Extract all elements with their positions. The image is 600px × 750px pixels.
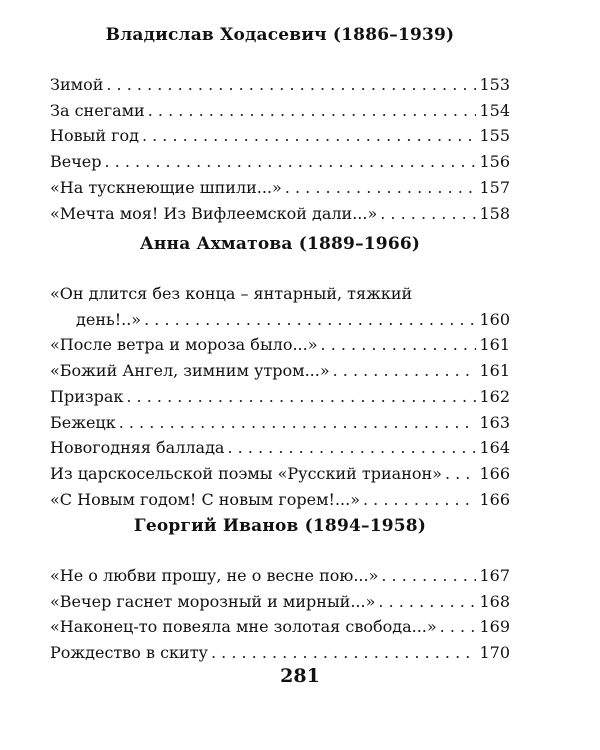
dot-leader — [445, 461, 477, 487]
dot-leader — [333, 358, 477, 384]
entry-title: «Божий Ангел, зимним утром...» — [50, 361, 330, 381]
dot-leader — [381, 563, 476, 589]
entry-title: Зимой — [50, 75, 104, 94]
section-khodasevich — [50, 24, 510, 226]
entry-page: 164 — [479, 438, 510, 458]
entry-page: 156 — [479, 152, 510, 172]
dot-leader — [126, 384, 476, 410]
toc-entry[interactable] — [50, 589, 510, 615]
dot-leader — [142, 123, 477, 149]
entry-page: 166 — [479, 489, 510, 509]
entry-title: Новый год — [50, 126, 139, 146]
entry-page: 155 — [479, 126, 510, 146]
section-heading: Владислав Ходасевич (1886–1939) — [105, 25, 455, 45]
toc-entry[interactable] — [50, 410, 510, 436]
section-akhmatova — [50, 233, 510, 512]
entry-page: 161 — [479, 361, 510, 381]
entry-page: 170 — [479, 643, 510, 663]
entry-page: 161 — [479, 335, 510, 355]
entry-title: Бежецк — [50, 412, 116, 432]
toc-entry[interactable] — [50, 149, 510, 175]
dot-leader — [148, 98, 477, 124]
section-heading: Анна Ахматова (1889–1966) — [139, 234, 421, 254]
entry-title: «Наконец-то повеяла мне золотая свобода...» — [50, 617, 437, 637]
toc-entry[interactable] — [50, 281, 510, 332]
toc-entry[interactable] — [50, 201, 510, 227]
dot-leader — [440, 614, 477, 640]
toc-entry[interactable] — [50, 487, 510, 513]
entry-title: Призрак — [50, 386, 124, 406]
entry-page: 169 — [479, 617, 510, 637]
entry-page: 168 — [479, 591, 510, 611]
dot-leader — [363, 487, 476, 513]
entry-page: 154 — [479, 100, 510, 120]
toc-entry[interactable] — [50, 640, 510, 666]
entry-page: 162 — [479, 386, 510, 406]
entry-title-line1: «Он длится без конца – янтарный, тяжкий — [50, 284, 413, 303]
entry-title: «С Новым годом! С новым горем!...» — [50, 489, 360, 509]
dot-leader — [119, 410, 477, 436]
toc-entry[interactable] — [50, 123, 510, 149]
entry-title: Рождество в скиту — [50, 643, 208, 663]
dot-leader — [380, 201, 476, 227]
toc-entry[interactable] — [50, 435, 510, 461]
section-heading: Георгий Иванов (1894–1958) — [133, 516, 427, 536]
dot-leader — [144, 307, 476, 333]
toc-entry[interactable] — [50, 563, 510, 589]
entry-title: За снегами — [50, 100, 145, 120]
entry-title: «Мечта моя! Из Вифлеемской дали...» — [50, 203, 378, 223]
entry-title: Из царскосельской поэмы «Русский трианон» — [50, 463, 442, 483]
entry-page: 160 — [479, 309, 510, 329]
entry-page: 158 — [479, 203, 510, 223]
entry-page: 166 — [479, 463, 510, 483]
entry-page: 153 — [479, 75, 510, 94]
entry-title: Новогодняя баллада — [50, 438, 225, 458]
dot-leader — [285, 175, 477, 201]
entry-page: 157 — [479, 177, 510, 197]
entry-title: «После ветра и мороза было...» — [50, 335, 318, 355]
toc-entry[interactable] — [50, 358, 510, 384]
entry-title: Вечер — [50, 152, 102, 172]
toc-entry[interactable] — [50, 332, 510, 358]
entry-title-line2: день!..» — [76, 309, 142, 329]
entry-title: «Не о любви прошу, не о весне пою...» — [50, 566, 379, 585]
page-number: 281 — [280, 665, 320, 687]
dot-leader — [211, 640, 476, 666]
dot-leader — [227, 435, 476, 461]
dot-leader — [106, 72, 476, 98]
toc-entry[interactable] — [50, 614, 510, 640]
toc-entry[interactable] — [50, 175, 510, 201]
entry-title: «На тускнеющие шпили...» — [50, 177, 282, 197]
dot-leader — [105, 149, 477, 175]
entry-title: «Вечер гаснет морозный и мирный...» — [50, 591, 376, 611]
dot-leader — [321, 332, 477, 358]
section-ivanov — [50, 515, 510, 666]
toc-entry[interactable] — [50, 461, 510, 487]
toc-entry[interactable] — [50, 72, 510, 98]
toc-entry[interactable] — [50, 98, 510, 124]
dot-leader — [378, 589, 476, 615]
toc-entry[interactable] — [50, 384, 510, 410]
entry-page: 163 — [479, 412, 510, 432]
entry-page: 167 — [479, 566, 510, 585]
